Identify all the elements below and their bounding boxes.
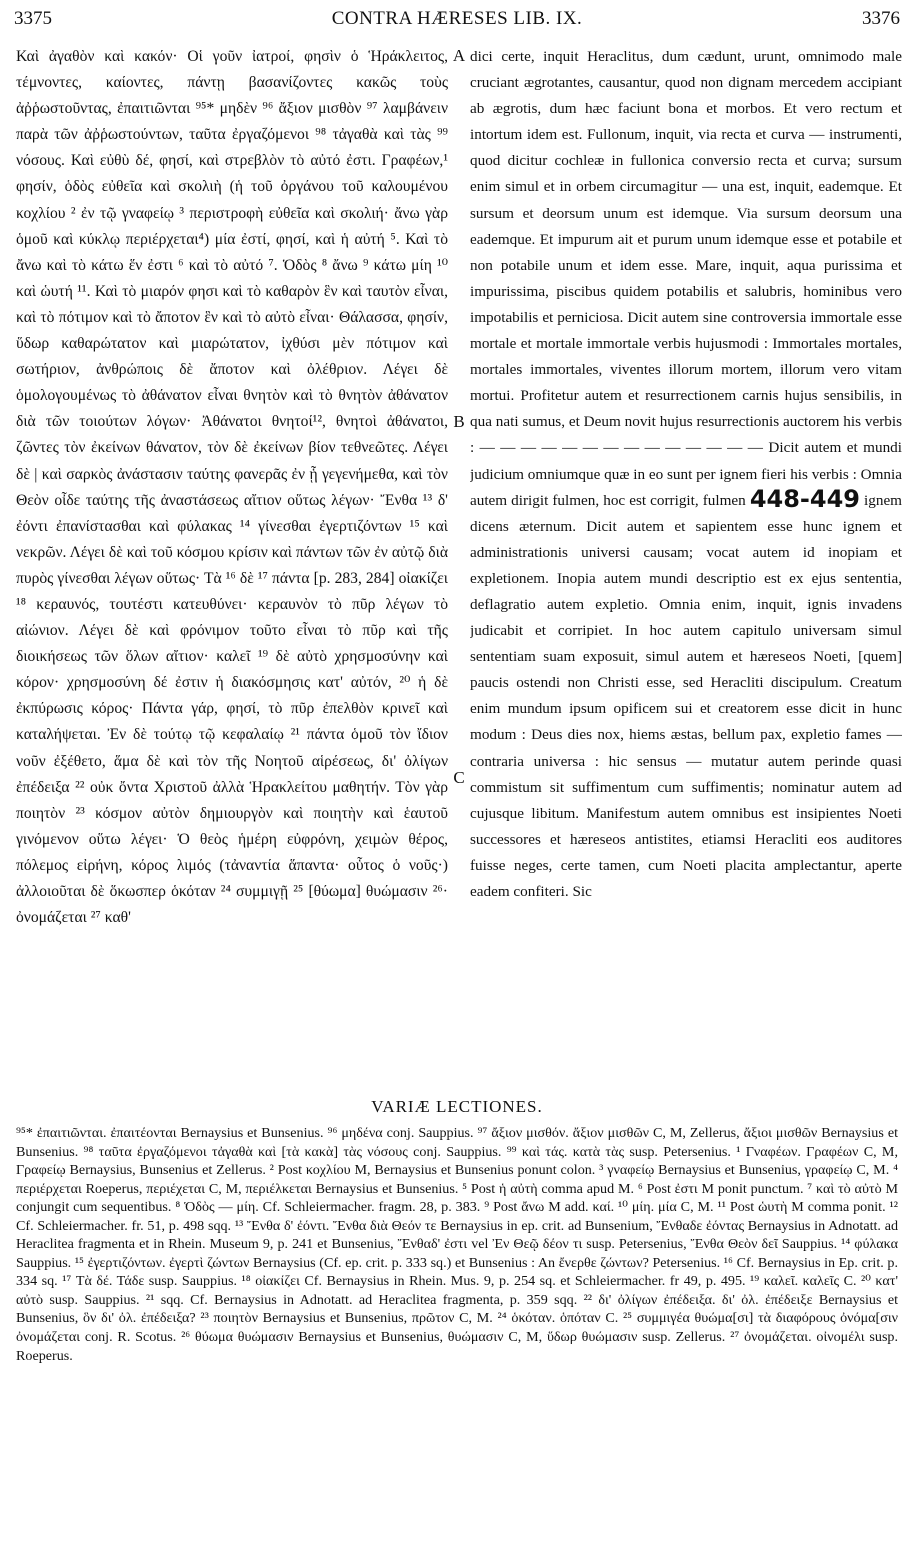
page-reference: 448-449 bbox=[749, 484, 860, 513]
left-page-number: 3375 bbox=[14, 8, 52, 29]
running-title: CONTRA HÆRESES LIB. IX. bbox=[331, 8, 583, 29]
variae-lectiones-notes: ⁹⁵* ἐπαιτιῶνται. ἐπαιτέονται Bernaysius et Bunsenius. ⁹⁶ μηδένα conj. Sauppius. ⁹⁷ ἄξιον μισθόν. ἄξιον μισθῶν C, M, Zellerus, ἄξιοι μισθῶν Bernaysius et Bunsenius. ⁹⁸ ταῦτα ἐργαζόμενοι τἀγαθὰ καὶ [τὰ κακὰ] τὰς νόσους conj. Sauppius. ⁹⁹ καὶ τάς. κατὰ τὰς susp. Petersenius. ¹ Γναφέων. Γραφέων C, M, Γραφείῳ Bernaysius, Bunsenius et Zellerus. ² Post κοχλίου M, Bernaysius et Bunsenius ponunt colon. ³ γναφείῳ Bernaysius et Bunsenius, γραφείῳ C, M. ⁴ περιέρχεται Roeperus, περιέχεται C, M, περιέλκεται Bernaysius et Bunsenius. ⁵ Post ἡ αὐτὴ comma apud M. ⁶ Post ἐστι M ponit punctum. ⁷ καὶ τὸ αὐτὸ M conjungit cum sequentibus. ⁸ Ὁδὸς — μίη. Cf. Schleiermacher. fragm. 28, p. 383. ⁹ Post ἄνω M add. καί. ¹⁰ μίη. μία C, M. ¹¹ Post ὡυτὴ M comma ponit. ¹² Cf. Schleiermacher. fr. 51, p. 498 sqq. ¹³ Ἔνθα δ' ἐόντι. Ἔνθα διὰ Θεόν τε Bernaysius in ep. crit. ad Bunsenium, Ἔνθαδε ἐόντας Bernaysius in Adnotatt. ad Heraclitea fragmenta et in Rhein. Museum 9, p. 241 et Bunsenius, Ἔνθαδ' ἐστι vel Ἐν Θεῷ δέον τι susp. Petersenius, Ἔνθα Θεὸν δεῖ Sauppius. ¹⁴ φύλακα Sauppius. ¹⁵ ἐγερτιζόντων. ἐγερτὶ ζώντων Bernaysius (Cf. ep. crit. p. 333 sq.) et Bunsenius : An ἔνερθε ζώντων? Petersenius. ¹⁶ Cf. Bernaysius in Ep. crit. p. 334 sq. ¹⁷ Τὰ δέ. Τάδε susp. Sauppius. ¹⁸ οἰακίζει Cf. Bernaysius in Rhein. Mus. 9, p. 254 sq. et Schleiermacher. fr 49, p. 495. ¹⁹ καλεῖ. καλεῖς C. ²⁰ κατ' αὐτὸ susp. Sauppius. ²¹ sqq. Cf. Bernaysius in Adnotatt. ad Heraclitea fragmenta, p. 359 sqq. ²² δι' ὀλίγων ἐπέδειξα. δι' ὀλ. ἐπέδειξε Bernaysius et Bunsenius, ὃν δι' ὀλ. ἐπέδειξα? ²³ ποιητὸν Bernaysius et Bunsenius, πρῶτον C, M. ²⁴ ὁκόταν. ὁπόταν C. ²⁵ συμμιγέα θυώμα[σι] τὰ διαφόρους ὀνόμα[σιν ὀνομάζεται conj. R. Scotus. ²⁶ θύωμα θυώμασιν Bernaysius et Bunsenius, θυώμασιν C, M, ὕδωρ θυώμασιν susp. Zellerus. ²⁷ ὀνομάζεται. οἰνομέλι susp. Roeperus. bbox=[16, 1125, 898, 1364]
latin-text-part-1: dici certe, inquit Heraclitus, dum cædunt, urunt, omnimodo male cruciant ægrotantes, causantur, quod non dignam mercedem accipiant ab ægrotis, dum hæc faciunt bona et morbos. Et vero rectum et intortum idem est. Fullonum, inquit, via recta et curva — instrumenti, quod dicitur cochleæ in fullonica conversio recta et curva; sursum enim simul et in orbem circumagitur — una est, inquit, eademque. Et sursum et deorsum unum est idemque. Via sursum deorsum una eademque. Et impurum ait et purum unum idemque esse et potabile et non potabile unum et idem esse. Mare, inquit, aqua purissima et impurissima, piscibus quidem potabilis et salubris, hominibus vero impotabilis et perniciosa. Dicit autem sine controversia immortale esse mortale et mortale immortale verbis hujusmodi : Immortales mortales, mortales immortales, viventes illorum mortem, illorum vero vitam mortui. Profitetur autem et resurrectionem carnis hujus sensibilis, in qua nati sumus, et Deum novit hujus resurrectionis auctorem his verbis : — — — — — — — — — — — — — — Dicit autem et mundi judicium omniumque quæ in eo sunt per ignem fieri his verbis : Omnia autem dirigit fulmen, hoc est corrigit, fulmen bbox=[470, 48, 902, 509]
right-page-number: 3376 bbox=[862, 8, 900, 29]
greek-text: Καὶ ἀγαθὸν καὶ κακόν· Οἱ γοῦν ἰατροί, φησὶν ὁ Ἡράκλειτος, τέμνοντες, καίοντες, πάντῃ βασανίζοντες κακῶς τοὺς ἀῤῥωστοῦντας, ἐπαιτιῶνται ⁹⁵* μηδὲν ⁹⁶ ἄξιον μισθὸν ⁹⁷ λαμβάνειν παρὰ τῶν ἀῤῥωστούντων, ταῦτα ἐργαζόμενοι ⁹⁸ τἀγαθὰ καὶ τὰς ⁹⁹ νόσους. Καὶ εὐθὺ δέ, φησί, καὶ στρεβλὸν τὸ αὐτό ἐστι. Γραφέων,¹ φησίν, ὁδὸς εὐθεῖα καὶ σκολιὴ (ἡ τοῦ ὀργάνου τοῦ καλουμένου κοχλίου ² ἐν τῷ γναφείῳ ³ περιστροφὴ εὐθεῖα καὶ σκολιή· ἄνω γὰρ ὁμοῦ καὶ κύκλῳ περιέρχεται⁴) μία ἐστί, φησί, καὶ ἡ αὐτή ⁵. Καὶ τὸ ἄνω καὶ τὸ κάτω ἕν ἐστι ⁶ καὶ τὸ αὐτό ⁷. Ὁδὸς ⁸ ἄνω ⁹ κάτω μίη ¹⁰ καὶ ὡυτή ¹¹. Καὶ τὸ μιαρόν φησι καὶ τὸ καθαρὸν ἓν καὶ ταυτὸν εἶναι, καὶ τὸ πότιμον καὶ τὸ ἄποτον ἓν καὶ τὸ αὐτὸ εἶναι· Θάλασσα, φησίν, ὕδωρ καθαρώτατον καὶ μιαρώτατον, ἰχθύσι μὲν πότιμον καὶ σωτήριον, ἀνθρώποις δὲ ἄποτον καὶ ὀλέθριον. Λέγει δὲ ὁμολογουμένως τὸ ἀθάνατον εἶναι θνητὸν καὶ τὸ θνητὸν ἀθάνατον διὰ τῶν τοιούτων λόγων· Ἀθάνατοι θνητοί¹², θνητοὶ ἀθάνατοι, ζῶντες τὸν ἐκείνων θάνατον, τὸν δὲ ἐκείνων βίον τεθνεῶτες. Λέγει δὲ | καὶ σαρκὸς ἀνάστασιν ταύτης φανερᾶς ἐν ᾗ γεγενήμεθα, καὶ τὸν Θεὸν οἶδε ταύτης τῆς ἀναστάσεως αἴτιον οὕτως λέγων· Ἔνθα ¹³ δ' ἐόντι ἐπανίστασθαι καὶ φύλακας ¹⁴ γίνεσθαι ἐγερτιζόντων ¹⁵ καὶ νεκρῶν. Λέγει δὲ καὶ τοῦ κόσμου κρίσιν καὶ πάντων τῶν ἐν αὐτῷ διὰ πυρὸς γίνεσθαι λέγων οὕτως· Τὰ ¹⁶ δὲ ¹⁷ πάντα [p. 283, 284] οἰακίζει ¹⁸ κεραυνός, τουτέστι κατευθύνει· κεραυνὸν τὸ πῦρ λέγων τὸ αἰώνιον. Λέγει δὲ καὶ φρόνιμον τοῦτο εἶναι τὸ πῦρ καὶ τῆς διοικήσεως τῶν ὅλων αἴτιον· καλεῖ ¹⁹ δὲ αὐτὸ χρησμοσύνην καὶ κόρον· χρησμοσύνη δέ ἐστιν ἡ διακόσμησις κατ' αὐτόν, ²⁰ ἡ δὲ ἐκπύρωσις κόρος· Πάντα γάρ, φησί, τὸ πῦρ ἐπελθὸν κρινεῖ καὶ καταλήψεται. Ἐν δὲ τούτῳ τῷ κεφαλαίῳ ²¹ πάντα ὁμοῦ τὸν ἴδιον νοῦν ἐξέθετο, ἅμα δὲ καὶ τὸν τῆς Νοητοῦ αἱρέσεως, δι' ὀλίγων ἐπέδειξα ²² οὐκ ὄντα Χριστοῦ ἀλλὰ Ἡρακλείτου μαθητήν. Τὸν γὰρ ποιητὸν ²³ κόσμον αὐτὸν δημιουργὸν καὶ ποιητὴν καὶ ἑαυτοῦ γινόμενον οὕτω λέγει· Ὁ θεὸς ἡμέρη εὐφρόνη, χειμὼν θέρος, πόλεμος εἰρήνη, κόρος λιμός (τἀναντία ἅπαντα· οὗτος ὁ νοῦς·) ἀλλοιοῦται δὲ ὅκωσπερ ὁκόταν ²⁴ συμμιγῇ ²⁵ [θύωμα] θυώμασιν ²⁶· ὀνομάζεται ²⁷ καθ' bbox=[16, 48, 448, 927]
section-marker-b: B bbox=[453, 412, 465, 431]
running-header bbox=[14, 4, 900, 34]
variae-lectiones-heading: VARIÆ LECTIONES. bbox=[371, 1097, 543, 1116]
greek-text-column bbox=[16, 44, 448, 1096]
latin-text-column bbox=[470, 44, 902, 1096]
latin-text-part-2: ignem dicens æternum. Dicit autem et sapientem esse hunc ignem et administrationis universi causam; vocat autem id inopiam et expletionem. Inopia autem mundi descriptio est ex ejus sententia, deflagratio autem expletio. Omnia enim, inquit, ignis invadens judicabit et corripiet. In hoc autem capitulo universam simul sententiam suam exposuit, simul autem et hæreseos Noeti, [quem] paucis ostendi non Christi esse, sed Heracliti discipulum. Creatum enim mundum ipsum opificem sui et creatorem esse dicit in hunc modum : Deus dies nox, hiems æstas, bellum pax, expletio fames — contraria universa : hic sensus — mutatur autem perinde quasi commistum sit suffimentum cum suffimentis; nominatur autem ad cujusque libitum. Manifestum autem omnibus est insipientes Noeti successores et hæreseos antistites, etiamsi Heracliti eos auditores fuisse neges, certe tamen, cum Noeti placita amplectantur, aperte eadem confiteri. Sic bbox=[470, 491, 902, 900]
section-marker-a: A bbox=[452, 46, 466, 65]
section-marker-c: C bbox=[453, 768, 465, 787]
